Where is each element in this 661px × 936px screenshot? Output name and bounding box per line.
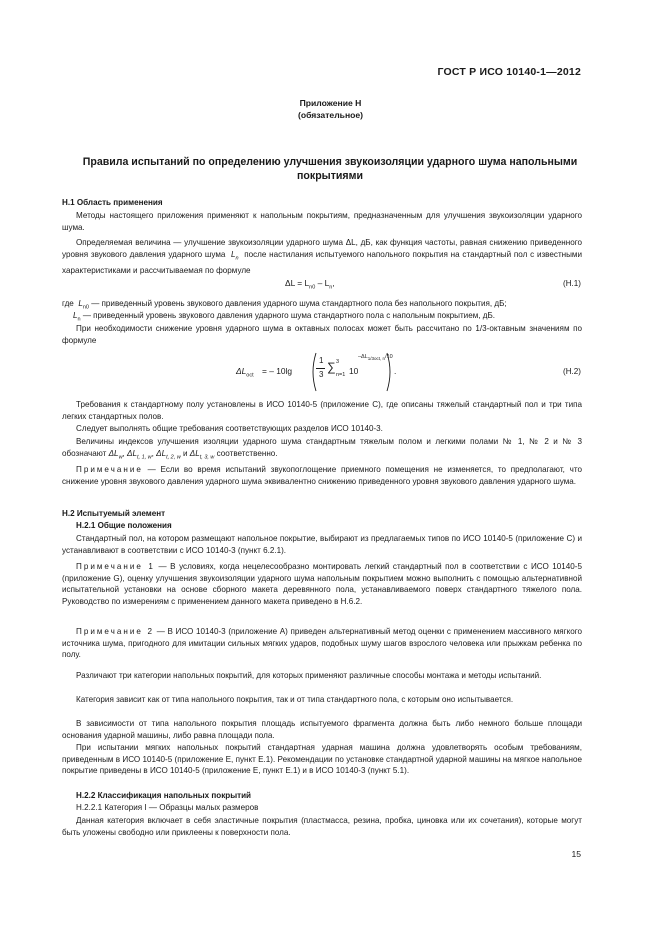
paragraph-scope: Методы настоящего приложения применяют к напольным покрытиям, предназначенным для улучшения звукоизоляции ударного шума. <box>62 211 582 232</box>
annex-title: Приложение Н <box>299 98 362 108</box>
subsection-heading-h22: Н.2.2 Классификация напольных покрытий <box>76 791 252 800</box>
paragraph-categories: Различают три категории напольных покрытий, для которых применяют различные способы монтажа и методы испытаний. <box>76 671 542 680</box>
paragraph-indices: Величины индексов улучшения изоляции ударного шума стандартным тяжелым полом и легкими полами № 1, № 2 и № 3 обозначают $\Delta L_w$, $\Delta L_{t, 1, w}$, $\Delta L_{t, 2, w}$ и $\Delta L_{t, 3, w}$ соответственно. <box>62 437 582 461</box>
right-paren-icon <box>386 352 394 392</box>
standard-number: ГОСТ Р ИСО 10140-1—2012 <box>437 66 581 78</box>
paragraph-definition: Определяемая величина — улучшение звукоизоляции ударного шума ΔL, дБ, как функция частоты, равная снижению приведенного уровня звукового давления ударного шума $L_n$ после настилания испытуемого напольного покрытия на стандартный пол с известными характеристиками и рассчитываемая по формуле <box>62 238 583 276</box>
section-heading-h2: Н.2 Испытуемый элемент <box>62 509 166 518</box>
subsection-heading-h221: Н.2.2.1 Категория I — Образцы малых размеров <box>76 803 259 812</box>
paragraph-category-depends: Категория зависит как от типа напольного покрытия, так и от типа стандартного пола, с которым оно испытывается. <box>76 695 514 704</box>
paragraph-area: В зависимости от типа напольного покрытия площадь испытуемого фрагмента должна быть либо немного больше площади основания ударной машины, либо равна площади пола. <box>62 719 582 740</box>
where-line-1: где $L_{n0}$ — приведенный уровень звукового давления ударного шума стандартного пола без напольного покрытия, дБ; <box>62 299 507 311</box>
left-paren-icon <box>309 352 317 392</box>
paragraph-category-1: Данная категория включает в себя эластичные покрытия (пластмасса, резина, пробка, циновка или их сочетания), которые могут быть уложены свободно или приклеены к поверхности пола. <box>62 816 582 837</box>
formula-h1: $\Delta L = L_{n0} - L_n$, <box>285 278 335 291</box>
paragraph-soft-coverings: При испытании мягких напольных покрытий стандартная ударная машина должна удовлетворять особым требованиям, приведенным в ИСО 10140-5 (приложение Е, пункт Е.1). Рекомендации по установке стандартной ударной машины на мягкое напольное покрытие приведены в ИСО 10140-5 (приложение Е, пункт Е.1) и в ИСО 10140-3 (пункт 5.1). <box>62 743 582 776</box>
paragraph-floor-selection: Стандартный пол, на котором размещают напольное покрытие, выбирают из предлагаемых типов по ИСО 10140-5 (приложение С) и устанавливают в соответствии с ИСО 10140-3 (пункт 6.2.1). <box>62 534 582 555</box>
paragraph-standard-floor: Требования к стандартному полу установлены в ИСО 10140-5 (приложение С), где описаны тяжелый стандартный пол и три типа легких стандартных полов. <box>62 400 582 421</box>
equation-number-h2: (Н.2) <box>563 367 581 376</box>
formula-h2: $\Delta L_{oct}$ = – 10lg 1 3 ∑ 3 n=1 10 $-\Delta L_{1/3oct, n}/10$ . <box>236 352 436 394</box>
equation-number-h1: (Н.1) <box>563 279 581 288</box>
page-number: 15 <box>571 849 581 859</box>
document-title: Правила испытаний по определению улучшения звукоизоляции ударного шума напольными покрытиями <box>82 156 578 182</box>
note-1: Примечание 1 — В условиях, когда нецелесообразно монтировать легкий стандартный пол в соответствии с ИСО 10140-5 (приложение G), оценку улучшения звукоизоляции ударного шума напольным покрытием можно выполнить с помощью альтернативной испытательной установки на основе сборного макета деревянного пола, устанавливаемого поверх стандартного тяжелого пола. Руководство по измерениям с применением данного макета приведено в Н.6.2. <box>62 562 583 607</box>
paragraph-octave: При необходимости снижение уровня ударного шума в октавных полосах может быть рассчитано по 1/3-октавным значениям по формуле <box>62 324 582 345</box>
subsection-heading-h21: Н.2.1 Общие положения <box>76 521 172 530</box>
sum-symbol: ∑ <box>327 360 336 374</box>
section-heading-h1: Н.1 Область применения <box>62 198 163 207</box>
note-absorption: Примечание — Если во время испытаний звукопоглощение приемного помещения не изменяется, то предполагают, что снижение уровня звукового давления ударного шума эквивалентно снижению приведенного уровня звукового давления ударного шума. <box>62 465 582 486</box>
where-line-2: $L_n$ — приведенный уровень звукового давления ударного шума стандартного пола с напольным покрытием, дБ. <box>73 311 496 323</box>
paragraph-general-requirements: Следует выполнять общие требования соответствующих разделов ИСО 10140-3. <box>76 424 383 433</box>
annex-status: (обязательное) <box>297 110 364 120</box>
note-2: Примечание 2 — В ИСО 10140-3 (приложение А) приведен альтернативный метод оценки с применением массивного мягкого источника шума, пригодного для имитации сильных мягких ударов, подобных шуму шагов взрослого человека или прыжкам ребенка по полу. <box>62 627 583 660</box>
